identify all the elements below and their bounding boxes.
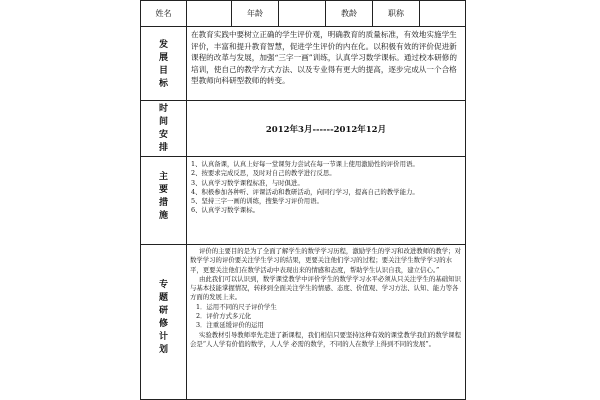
goal-label-char: 目: [158, 66, 168, 76]
name-label: 姓名: [141, 1, 187, 27]
study-label-char: 划: [158, 345, 168, 355]
study-label: [141, 245, 187, 400]
goal-text: 在教育实践中要树立正确的学生评价观，明确教育的质量标准，有效地实施学生评价，丰富和提升教育智慧，促进学生评价的内在化。以积极有效的评价促进新课程的改革与发展，加强“三字一画”训练，认真学习数学课标。通过校本研修的培训，使自己的教学方式方法、以及专业得有更大的提高，逐步完成从一个合格型教师向科研型教师的转变。: [187, 27, 466, 101]
schedule-text: 2012年3月------2012年12月: [187, 101, 466, 157]
measure-item: 3、认真学习数学课程标准，与时俱进。: [191, 178, 304, 187]
study-row: [141, 245, 466, 400]
study-paragraph-2: 由此我们可以认识到，数学课堂教学中评价学生的数学学习水平必须从只关注学生的基础知识与基本技能掌握情况，转移到全面关注学生的情感、态度、价值观、学习方法、认知、能力等各方面的发展上来。: [190, 274, 461, 302]
study-list-item: 1．运用不同的尺子评价学生: [195, 302, 277, 311]
goal-label-char: 发: [158, 40, 168, 50]
form-page: [140, 0, 465, 400]
goal-label: [141, 27, 187, 101]
measures-label: [141, 157, 187, 245]
study-label-char: 专: [158, 280, 168, 290]
development-plan-table: [140, 0, 466, 400]
schedule-label-char: 间: [158, 117, 168, 127]
goal-label-char: 标: [158, 79, 168, 89]
title-value: [420, 1, 466, 27]
study-list-item: 2．评价方式多元化: [195, 312, 252, 321]
study-label-char: 计: [158, 332, 168, 342]
measures-label-char: 主: [158, 172, 168, 182]
teaching-years-label: 教龄: [326, 1, 373, 27]
study-paragraph-1: 评价的主要目的是为了全面了解学生的数学学习历程，激励学生的学习和改进教师的教学；对数学学习的评价要关注学生学习的结果，更要关注他们学习的过程；要关注学生数学学习的水平，更要关注他们在数学活动中表现出来的情感和态度，帮助学生认识自我，建立信心。”: [190, 247, 461, 274]
study-plan-text: [187, 245, 466, 400]
schedule-row: [141, 101, 466, 157]
measure-item: 4、积极参加各种听、评课活动和教研活动，向同行学习，提高自己的教学能力。: [191, 187, 419, 196]
measure-item: 1、认真备课，认真上好每一堂课努力尝试在每一节课上使用激励性的评价用语。: [191, 160, 419, 168]
study-label-char: 修: [158, 319, 168, 329]
goal-label-char: 展: [158, 53, 168, 63]
measures-row: [141, 157, 466, 245]
age-label: 年龄: [232, 1, 279, 27]
schedule-label: [141, 101, 187, 157]
age-value: [279, 1, 326, 27]
goal-row: [141, 27, 466, 101]
header-row: [141, 1, 466, 27]
measure-item: 5、坚持三字一画的训练，搜集学习评价用语。: [191, 197, 323, 206]
measures-label-char: 施: [158, 211, 168, 221]
schedule-label-char: 安: [158, 130, 168, 140]
study-label-char: 研: [158, 306, 168, 316]
study-paragraph-3: 实验教材引导教师率先走进了新课程，我们相信只要坚持这种有效的课堂教学我们的数学课程会是“人人学有价值的数学，人人学 必需的数学，不同的人在数学上得到不同的发展”。: [190, 330, 461, 348]
study-label-char: 题: [158, 293, 168, 303]
measure-item: 6、认真学习数学课标。: [191, 206, 259, 215]
schedule-label-char: 排: [158, 143, 168, 153]
measures-list: [187, 157, 466, 245]
name-value: [187, 1, 232, 27]
measure-item: 2、按要求完成反思，及时对自己的教学进行反思。: [191, 169, 336, 178]
study-list-item: 3．注重延缓评价的运用: [195, 321, 264, 330]
title-label: 职称: [373, 1, 420, 27]
measures-label-char: 要: [158, 185, 168, 195]
measures-label-char: 措: [158, 198, 168, 208]
schedule-label-char: 时: [158, 104, 168, 114]
